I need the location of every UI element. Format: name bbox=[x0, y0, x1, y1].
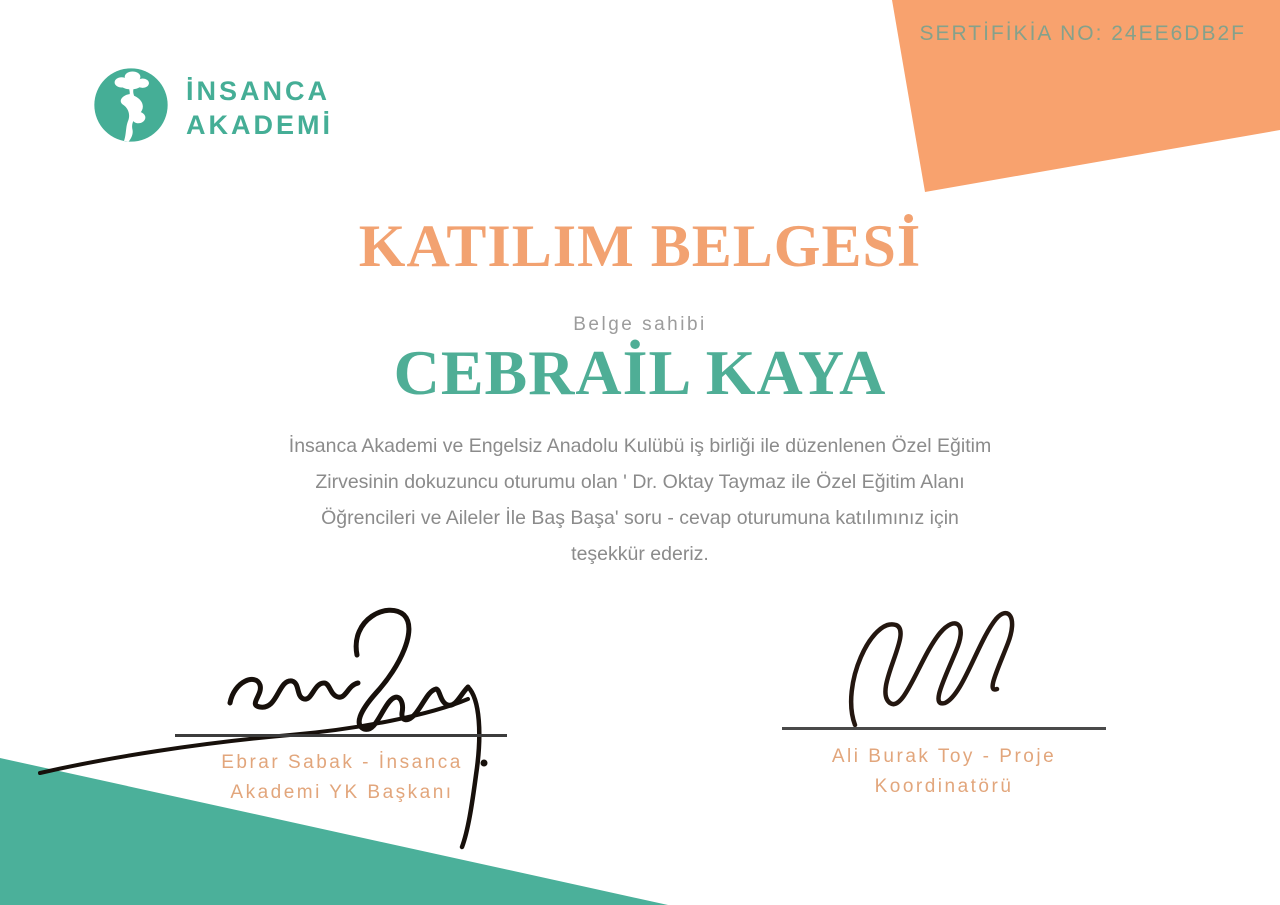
signatory-left-line1: Ebrar Sabak - İnsanca bbox=[221, 752, 463, 773]
serial-number: SERTİFİKİA NO: 24EE6DB2F bbox=[919, 22, 1246, 45]
signatory-right-line1: Ali Burak Toy - Proje bbox=[831, 746, 1057, 767]
body-line: Öğrencileri ve Aileler İle Baş Başa' soru - cevap oturumuna katılımınız için bbox=[321, 507, 959, 529]
signatory-right-line2: Koordinatörü bbox=[874, 776, 1014, 797]
brand-block bbox=[92, 66, 333, 149]
signatory-left-line2: Akademi YK Başkanı bbox=[230, 782, 454, 803]
brand-name-line1: İNSANCA bbox=[186, 75, 331, 106]
signature-line-left bbox=[175, 734, 507, 737]
dancer-tree-icon bbox=[92, 66, 170, 149]
signature-line-right bbox=[782, 727, 1106, 730]
brand-name bbox=[186, 74, 333, 142]
signatory-left bbox=[152, 748, 532, 808]
body-line: İnsanca Akademi ve Engelsiz Anadolu Kulübü iş birliği ile düzenlenen Özel Eğitim bbox=[288, 435, 992, 457]
certificate-title: KATILIM BELGESİ bbox=[358, 213, 922, 279]
certificate-body bbox=[240, 428, 1040, 572]
brand-name-line2: AKADEMİ bbox=[186, 109, 333, 140]
body-line: Zirvesinin dokuzuncu oturumu olan ' Dr. Oktay Taymaz ile Özel Eğitim Alanı bbox=[315, 471, 965, 493]
recipient-name: CEBRAİL KAYA bbox=[393, 337, 887, 408]
recipient-label: Belge sahibi bbox=[573, 314, 707, 335]
body-line: teşekkür ederiz. bbox=[571, 543, 709, 565]
signatory-right bbox=[754, 742, 1134, 802]
